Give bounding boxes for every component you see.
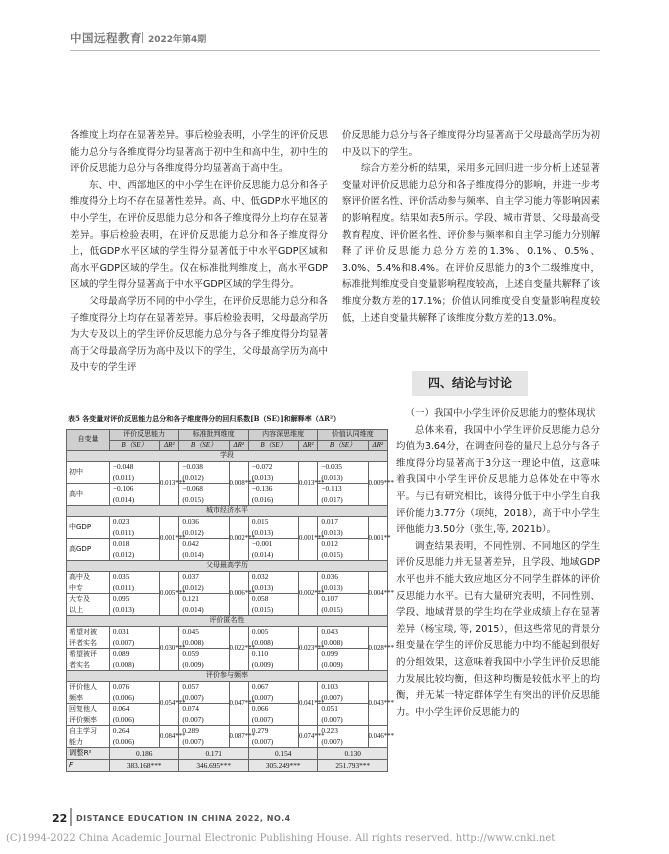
delta-r2-cell: 0.084*** bbox=[160, 726, 179, 748]
f-value: 383.168*** bbox=[109, 760, 179, 772]
paragraph: 综合方差分析的结果，采用多元回归进一步分析上述显著变量对评价反思能力总分和各子维度得分的影响，并进一步考察评价匿名性、评价活动参与频率、自主学习能力等影响因素的影响程度。结果如表5所示。学段、城市背景、父母最高受教育程度、评价匿名性、评价参与频率和自主学习能力分别解释了评价反思能力总分方差的1.3%、0.1%、0.5%、3.0%、5.4%和8.4%。在评价反思能力的3个二级维度中，标准批判维度受自变量影响程度较高，上述自变量共解释了该维度分数方差的17.1%；价值认同维度受自变量影响程度较低，上述自变量共解释了该维度分数方差的13.0%。 bbox=[342, 163, 600, 324]
delta-r2-cell: 0.030*** bbox=[160, 627, 179, 671]
variable-label: 高中 bbox=[67, 484, 110, 506]
coef-cell: −0.106 (0.014) bbox=[109, 484, 159, 506]
adjusted-r2-value: 0.186 bbox=[109, 748, 179, 760]
coef-cell: 0.064 (0.006) bbox=[109, 704, 159, 726]
coef-cell: 0.031 (0.007) bbox=[109, 627, 159, 649]
coef-cell: 0.012 (0.015) bbox=[318, 539, 368, 561]
f-statistic-row bbox=[67, 760, 388, 772]
table-group-row bbox=[67, 451, 388, 462]
coef-cell: 0.099 (0.009) bbox=[318, 649, 368, 671]
table-row bbox=[67, 484, 388, 506]
table-caption: 表5 各变量对评价反思能力总分和各子维度得分的回归系数[B（SE）]和解释率（ΔR²） bbox=[68, 414, 341, 423]
coef-cell: 0.018 (0.012) bbox=[109, 539, 159, 561]
table-row bbox=[67, 539, 388, 561]
table-row bbox=[67, 704, 388, 726]
section-heading: 四、结论与讨论 bbox=[412, 371, 528, 396]
copyright-notice: (C)1994-2022 China Academic Journal Electronic Publishing House. All rights reserved. http://www.cnki.net bbox=[6, 833, 556, 844]
table-row bbox=[67, 517, 388, 539]
coef-cell: 0.043 (0.008) bbox=[318, 627, 368, 649]
coef-cell: 0.107 (0.015) bbox=[318, 594, 368, 616]
coef-cell: 0.067 (0.007) bbox=[248, 682, 298, 704]
header-delta-r2: ΔR² bbox=[160, 440, 179, 451]
coef-cell: 0.036 (0.013) bbox=[318, 572, 368, 594]
table-group-row bbox=[67, 671, 388, 682]
table-row bbox=[67, 594, 388, 616]
variable-label: 希望被评 者实名 bbox=[67, 649, 110, 671]
variable-label: 高中及 中专 bbox=[67, 572, 110, 594]
table-group-row bbox=[67, 506, 388, 517]
header-b-se: B（SE） bbox=[109, 440, 159, 451]
coef-cell: 0.035 (0.011) bbox=[109, 572, 159, 594]
header-b-se: B（SE） bbox=[248, 440, 298, 451]
header-dimension: 标准批判维度 bbox=[179, 430, 249, 441]
f-value: 251.793*** bbox=[318, 760, 388, 772]
header-delta-r2: ΔR² bbox=[299, 440, 318, 451]
variable-label: 自主学习 能力 bbox=[67, 726, 110, 748]
header-dimension: 评价反思能力 bbox=[109, 430, 179, 441]
adjusted-r2-value: 0.130 bbox=[318, 748, 388, 760]
coef-cell: 0.095 (0.013) bbox=[109, 594, 159, 616]
coef-cell: 0.032 (0.013) bbox=[248, 572, 298, 594]
left-column bbox=[70, 128, 328, 377]
coef-cell: −0.038 (0.012) bbox=[179, 462, 229, 484]
delta-r2-cell: 0.008*** bbox=[229, 462, 248, 506]
variable-label: 初中 bbox=[67, 462, 110, 484]
delta-r2-cell: 0.043*** bbox=[368, 682, 388, 726]
paragraph: 各维度上均存在显著差异。事后检验表明，小学生的评价反思能力总分与各维度得分均显著高于初中生和高中生，初中生的评价反思能力总分与各维度得分均显著高于高中生。 bbox=[70, 130, 328, 175]
group-label: 父母最高学历 bbox=[67, 561, 388, 572]
delta-r2-cell: 0.006*** bbox=[229, 572, 248, 616]
group-label: 学段 bbox=[67, 451, 388, 462]
variable-label: 中GDP bbox=[67, 517, 110, 539]
coef-cell: 0.076 (0.006) bbox=[109, 682, 159, 704]
delta-r2-cell: 0.028*** bbox=[368, 627, 388, 671]
coef-cell: 0.289 (0.007) bbox=[179, 726, 229, 748]
table-row bbox=[67, 572, 388, 594]
coef-cell: −0.035 (0.013) bbox=[318, 462, 368, 484]
variable-label: 大专及 以上 bbox=[67, 594, 110, 616]
header-b-se: B（SE） bbox=[318, 440, 368, 451]
page-number: 22 bbox=[52, 812, 68, 825]
variable-label: 高GDP bbox=[67, 539, 110, 561]
journal-title: 中国远程教育 bbox=[70, 31, 142, 45]
group-label: 城市经济水平 bbox=[67, 506, 388, 517]
adjusted-r2-value: 0.154 bbox=[248, 748, 318, 760]
coef-cell: 0.110 (0.009) bbox=[248, 649, 298, 671]
paragraph: 价反思能力总分与各子维度得分均显著高于父母最高学历为初中及以下的学生。 bbox=[342, 130, 600, 158]
paragraph: 东、中、西部地区的中小学生在评价反思能力总分和各子维度得分上均不存在显著性差异。高、中、低GDP水平地区的中小学生，在评价反思能力总分和各子维度得分上均存在显著差异。事后检验表明，在评价反思能力总分和各子维度得分上，低GDP水平区域的学生得分显著低于中水平GDP区域和高水平GDP区域的学生。仅在标准批判维度上，高水平GDP区域的学生得分显著高于中水平GDP区域的学生得分。 bbox=[70, 179, 328, 291]
right-column bbox=[342, 128, 600, 327]
variable-label: 评价他人 频率 bbox=[67, 682, 110, 704]
group-label: 评价参与频率 bbox=[67, 671, 388, 682]
coef-cell: 0.279 (0.007) bbox=[248, 726, 298, 748]
f-label: F bbox=[67, 760, 110, 772]
coef-cell: 0.015 (0.013) bbox=[248, 517, 298, 539]
delta-r2-cell: 0.047*** bbox=[229, 682, 248, 726]
subsection-heading: （一）我国中小学生评价反思能力的整体现状 bbox=[405, 408, 596, 419]
footer-journal: DISTANCE EDUCATION IN CHINA 2022, NO.4 bbox=[76, 814, 291, 823]
delta-r2-cell: 0.001*** bbox=[299, 517, 318, 561]
coef-cell: 0.037 (0.012) bbox=[179, 572, 229, 594]
delta-r2-cell: 0.004*** bbox=[368, 572, 388, 616]
right-lower-column bbox=[396, 406, 600, 721]
adjusted-r2-value: 0.171 bbox=[179, 748, 249, 760]
delta-r2-cell: 0.002*** bbox=[229, 517, 248, 561]
delta-r2-cell: 0.013*** bbox=[299, 462, 318, 506]
coef-cell: 0.023 (0.011) bbox=[109, 517, 159, 539]
coef-cell: −0.001 (0.014) bbox=[248, 539, 298, 561]
paragraph: 调查结果表明，不同性别、不同地区的学生评价反思能力并无显著差异，且学段、地域GDP水平也并不能大致应地区分不同学生群体的评价反思能力水平。已有大量研究表明，不同性别、学段、地域背景的学生均在学业成绩上存在显著差异（杨宝琰, 等, 2015），但这些常见的背景分组变量在学生的评价反思能力中均不能起到很好的分组效果，这意味着我国中小学生评价反思能力发展比较均衡，但这种均衡是较低水平上的均衡，并无某一特定群体学生有突出的评价反思能力。中小学生评价反思能力的 bbox=[396, 540, 600, 718]
header-variable: 自变量 bbox=[67, 430, 110, 451]
delta-r2-cell: 0.023*** bbox=[299, 627, 318, 671]
header-divider bbox=[142, 32, 143, 43]
issue-label: 2022年第4期 bbox=[148, 35, 207, 45]
table-body bbox=[67, 451, 394, 772]
delta-r2-cell: 0.001** bbox=[368, 517, 388, 561]
header-dimension: 内容深思维度 bbox=[248, 430, 318, 441]
coef-cell: 0.223 (0.007) bbox=[318, 726, 368, 748]
delta-r2-cell: 0.013*** bbox=[160, 462, 179, 506]
delta-r2-cell: 0.001*** bbox=[160, 517, 179, 561]
coef-cell: −0.068 (0.015) bbox=[179, 484, 229, 506]
coef-cell: 0.005 (0.008) bbox=[248, 627, 298, 649]
header-dimension: 价值认同维度 bbox=[318, 430, 388, 441]
coef-cell: −0.136 (0.016) bbox=[248, 484, 298, 506]
delta-r2-cell: 0.005*** bbox=[160, 572, 179, 616]
group-label: 评价匿名性 bbox=[67, 616, 388, 627]
variable-label: 回复他人 评价频率 bbox=[67, 704, 110, 726]
coef-cell: 0.045 (0.008) bbox=[179, 627, 229, 649]
table-row bbox=[67, 627, 388, 649]
paragraph: 总体来看，我国中小学生评价反思能力总分均值为3.64分，在调查问卷的量尺上总分与各子维度得分均显著高于3分这一理论中值，这意味着我国中小学生评价反思能力总体处在中等水平。与已有研究相比，该得分低于中小学生自我评价能力3.77分（项纯，2018），高于中小学生评他能力3.50分（张生,等, 2021b）。 bbox=[396, 424, 600, 536]
coef-cell: 0.074 (0.007) bbox=[179, 704, 229, 726]
coef-cell: 0.017 (0.013) bbox=[318, 517, 368, 539]
delta-r2-cell: 0.074*** bbox=[299, 726, 318, 748]
table-subheader-row bbox=[67, 440, 388, 451]
paragraph: 父母最高学历不同的中小学生，在评价反思能力总分和各子维度得分上均存在显著差异。事后检验表明，父母最高学历为大专及以上的学生评价反思能力总分与各子维度得分均显著高于父母最高学历为高中及以下的学生，父母最高学历为高中及中专的学生评 bbox=[70, 295, 328, 374]
coef-cell: 0.058 (0.015) bbox=[248, 594, 298, 616]
header-rule bbox=[70, 50, 600, 51]
f-value: 346.695*** bbox=[179, 760, 249, 772]
delta-r2-cell: 0.002*** bbox=[299, 572, 318, 616]
delta-r2-cell: 0.009*** bbox=[368, 462, 388, 506]
header-b-se: B（SE） bbox=[179, 440, 229, 451]
table-row bbox=[67, 726, 388, 748]
table-group-row bbox=[67, 616, 388, 627]
delta-r2-cell: 0.041*** bbox=[299, 682, 318, 726]
header-delta-r2: ΔR² bbox=[229, 440, 248, 451]
coef-cell: 0.103 (0.007) bbox=[318, 682, 368, 704]
coef-cell: −0.048 (0.011) bbox=[109, 462, 159, 484]
delta-r2-cell: 0.022*** bbox=[229, 627, 248, 671]
adjusted-r2-label: 调整R² bbox=[67, 748, 110, 760]
coef-cell: 0.059 (0.009) bbox=[179, 649, 229, 671]
table-header-row bbox=[67, 430, 388, 441]
adjusted-r2-row bbox=[67, 748, 388, 760]
coef-cell: 0.036 (0.012) bbox=[179, 517, 229, 539]
coef-cell: −0.072 (0.013) bbox=[248, 462, 298, 484]
variable-label: 希望对被 评者实名 bbox=[67, 627, 110, 649]
coef-cell: 0.051 (0.007) bbox=[318, 704, 368, 726]
table-row bbox=[67, 462, 388, 484]
delta-r2-cell: 0.046*** bbox=[368, 726, 388, 748]
f-value: 305.249*** bbox=[248, 760, 318, 772]
regression-table bbox=[66, 429, 394, 772]
table-group-row bbox=[67, 561, 388, 572]
coef-cell: 0.066 (0.007) bbox=[248, 704, 298, 726]
coef-cell: 0.089 (0.008) bbox=[109, 649, 159, 671]
table-row bbox=[67, 682, 388, 704]
coef-cell: 0.264 (0.006) bbox=[109, 726, 159, 748]
header-delta-r2: ΔR² bbox=[368, 440, 388, 451]
coef-cell: 0.057 (0.007) bbox=[179, 682, 229, 704]
delta-r2-cell: 0.054*** bbox=[160, 682, 179, 726]
table-row bbox=[67, 649, 388, 671]
coef-cell: 0.121 (0.014) bbox=[179, 594, 229, 616]
coef-cell: 0.042 (0.014) bbox=[179, 539, 229, 561]
delta-r2-cell: 0.087*** bbox=[229, 726, 248, 748]
coef-cell: −0.113 (0.017) bbox=[318, 484, 368, 506]
footer-divider bbox=[70, 808, 72, 826]
running-header bbox=[70, 30, 600, 50]
